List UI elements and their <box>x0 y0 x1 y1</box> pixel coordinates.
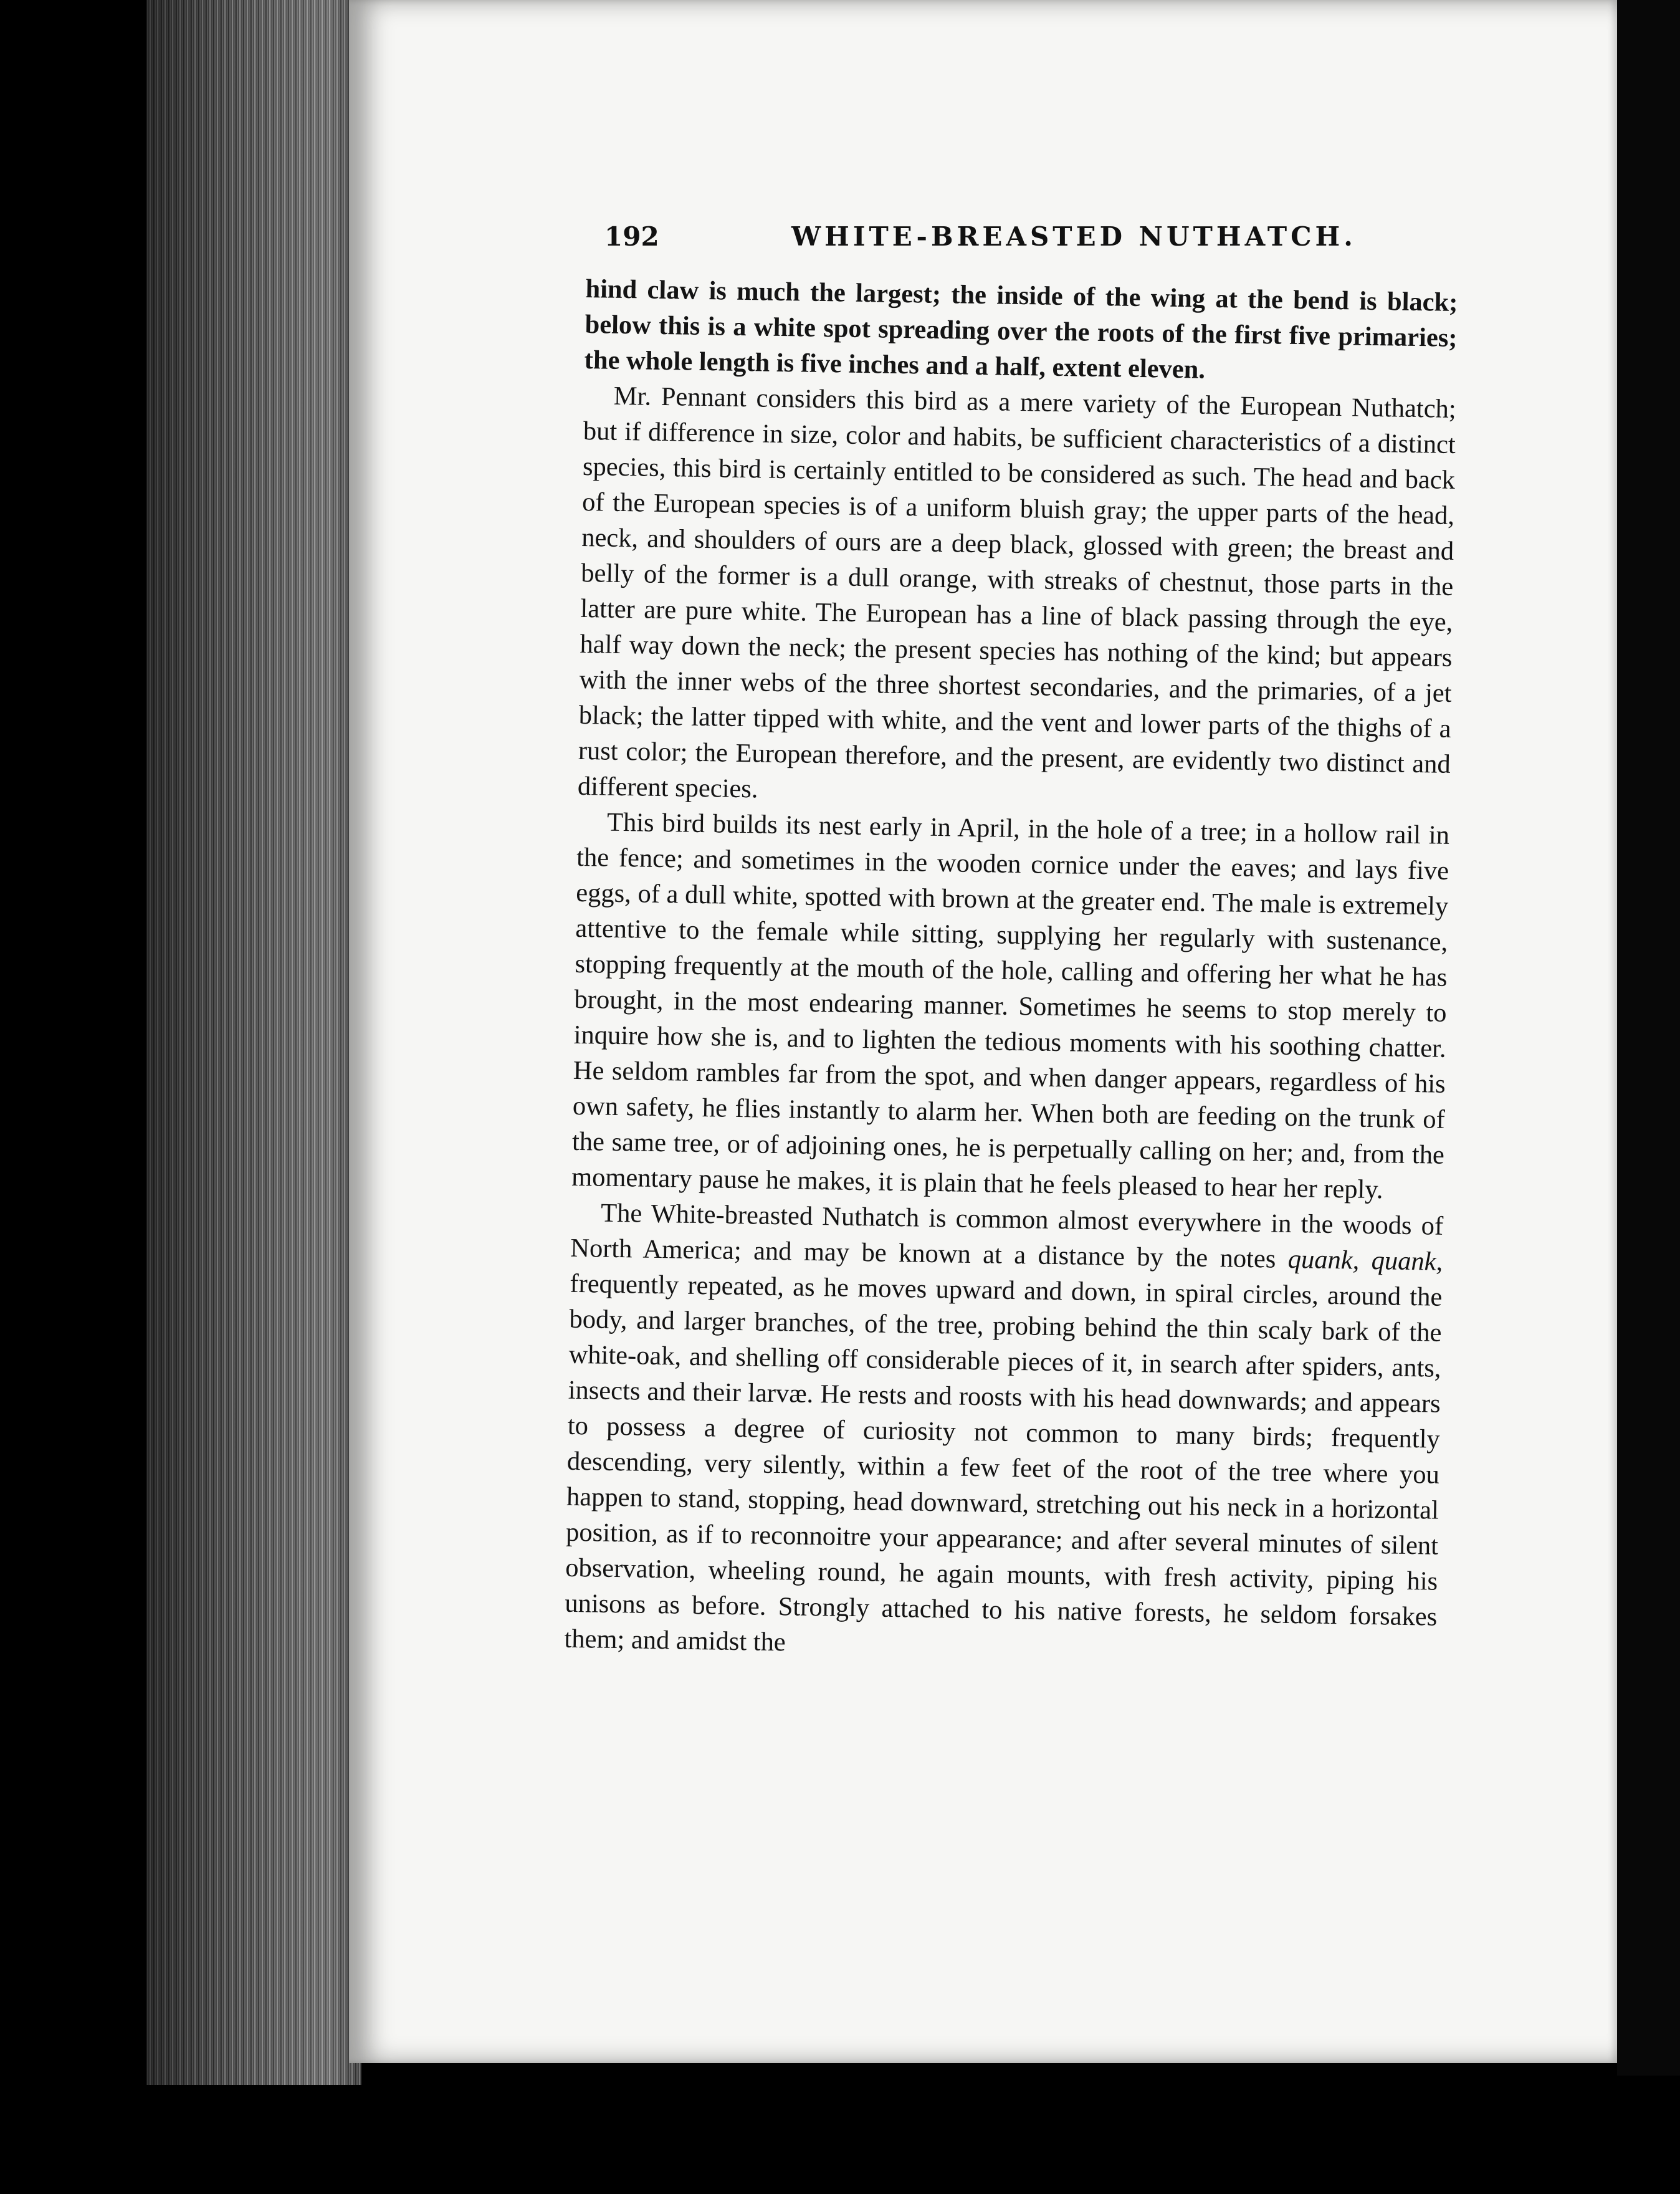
bird-call-notes: quank, quank, <box>1287 1244 1443 1277</box>
paragraph-2: Mr. Pennant considers this bird as a mere variety of the European Nuthatch; but if difference in size, color and habits, be sufficient characteristics of a distinct species, this bird is certainly entitled to be considered as such. The head and back of the European species is of a uniform bluish gray; the upper parts of the head, neck, and shoulders of ours are a deep black, glossed with green; the breast and belly of the former is a dull orange, with streaks of chestnut, those parts in the latter are pure white. The European has a line of black passing through the eye, half way down the neck; the present species has nothing of the kind; but appears with the inner webs of the three shortest secondaries, and the primaries, of a jet black; the latter tipped with white, and the vent and lower parts of the thighs of a rust color; the European therefore, and the present, are evidently two distinct and different species. <box>577 381 1457 804</box>
paragraph-4-text-start: The White-breasted Nuthatch is common almost everywhere in the woods of North America; and may be known at a distance by the notes <box>570 1198 1444 1274</box>
paragraph-3: This bird builds its nest early in April, in the hole of a tree; in a hollow rail in the fence; and sometimes in the wooden cornice under the eaves; and lays five eggs, of a dull white, spotted with brown at the greater end. The male is extremely attentive to the female while sitting, supplying her regularly with sustenance, stopping frequently at the mouth of the hole, calling and offering her what he has brought, in the most endearing manner. Sometimes he seems to stop merely to inquire how she is, and to lighten the tedious moments with his soothing chatter. He seldom rambles far from the spot, and when danger appears, regardless of his own safety, he flies instantly to alarm her. When both are feeding on the trunk of the same tree, or of adjoining ones, he is perpetually calling on her; and, from the momentary pause he makes, it is plain that he feels pleased to hear her reply. <box>571 807 1450 1205</box>
book-fore-edge <box>146 0 361 2085</box>
paragraph-4-text-end: frequently repeated, as he moves upward and down, in spiral circles, around the body, and larger branches, of the tree, probing behind the thin scaly bark of the white-oak, and shelling off considerable pieces of it, in search after spiders, ants, insects and their larvæ. He rests and roosts with his head downwards; and appears to possess a degree of curiosity not common to many birds; frequently descending, very silently, within a few feet of the root of the tree where you happen to stand, stopping, head downward, stretching out his neck in a horizontal position, as if to reconnoitre your appearance; and after several minutes of silent observation, wheeling round, he again mounts, with fresh activity, piping his unisons as before. Strongly attached to his native forests, he seldom forsakes them; and amidst the <box>564 1268 1443 1657</box>
body-text <box>564 271 1458 1670</box>
running-head <box>604 221 1357 259</box>
page-shadow <box>1617 0 1680 2076</box>
paragraph-1: hind claw is much the largest; the inside of the wing at the bend is black; below this is a white spot spreading over the roots of the first five primaries; the whole length is five inches and a half, extent eleven. <box>584 274 1458 385</box>
page-title: WHITE-BREASTED NUTHATCH. <box>791 221 1357 252</box>
paragraph-4 <box>564 1195 1443 1670</box>
page-number: 192 <box>604 221 659 252</box>
